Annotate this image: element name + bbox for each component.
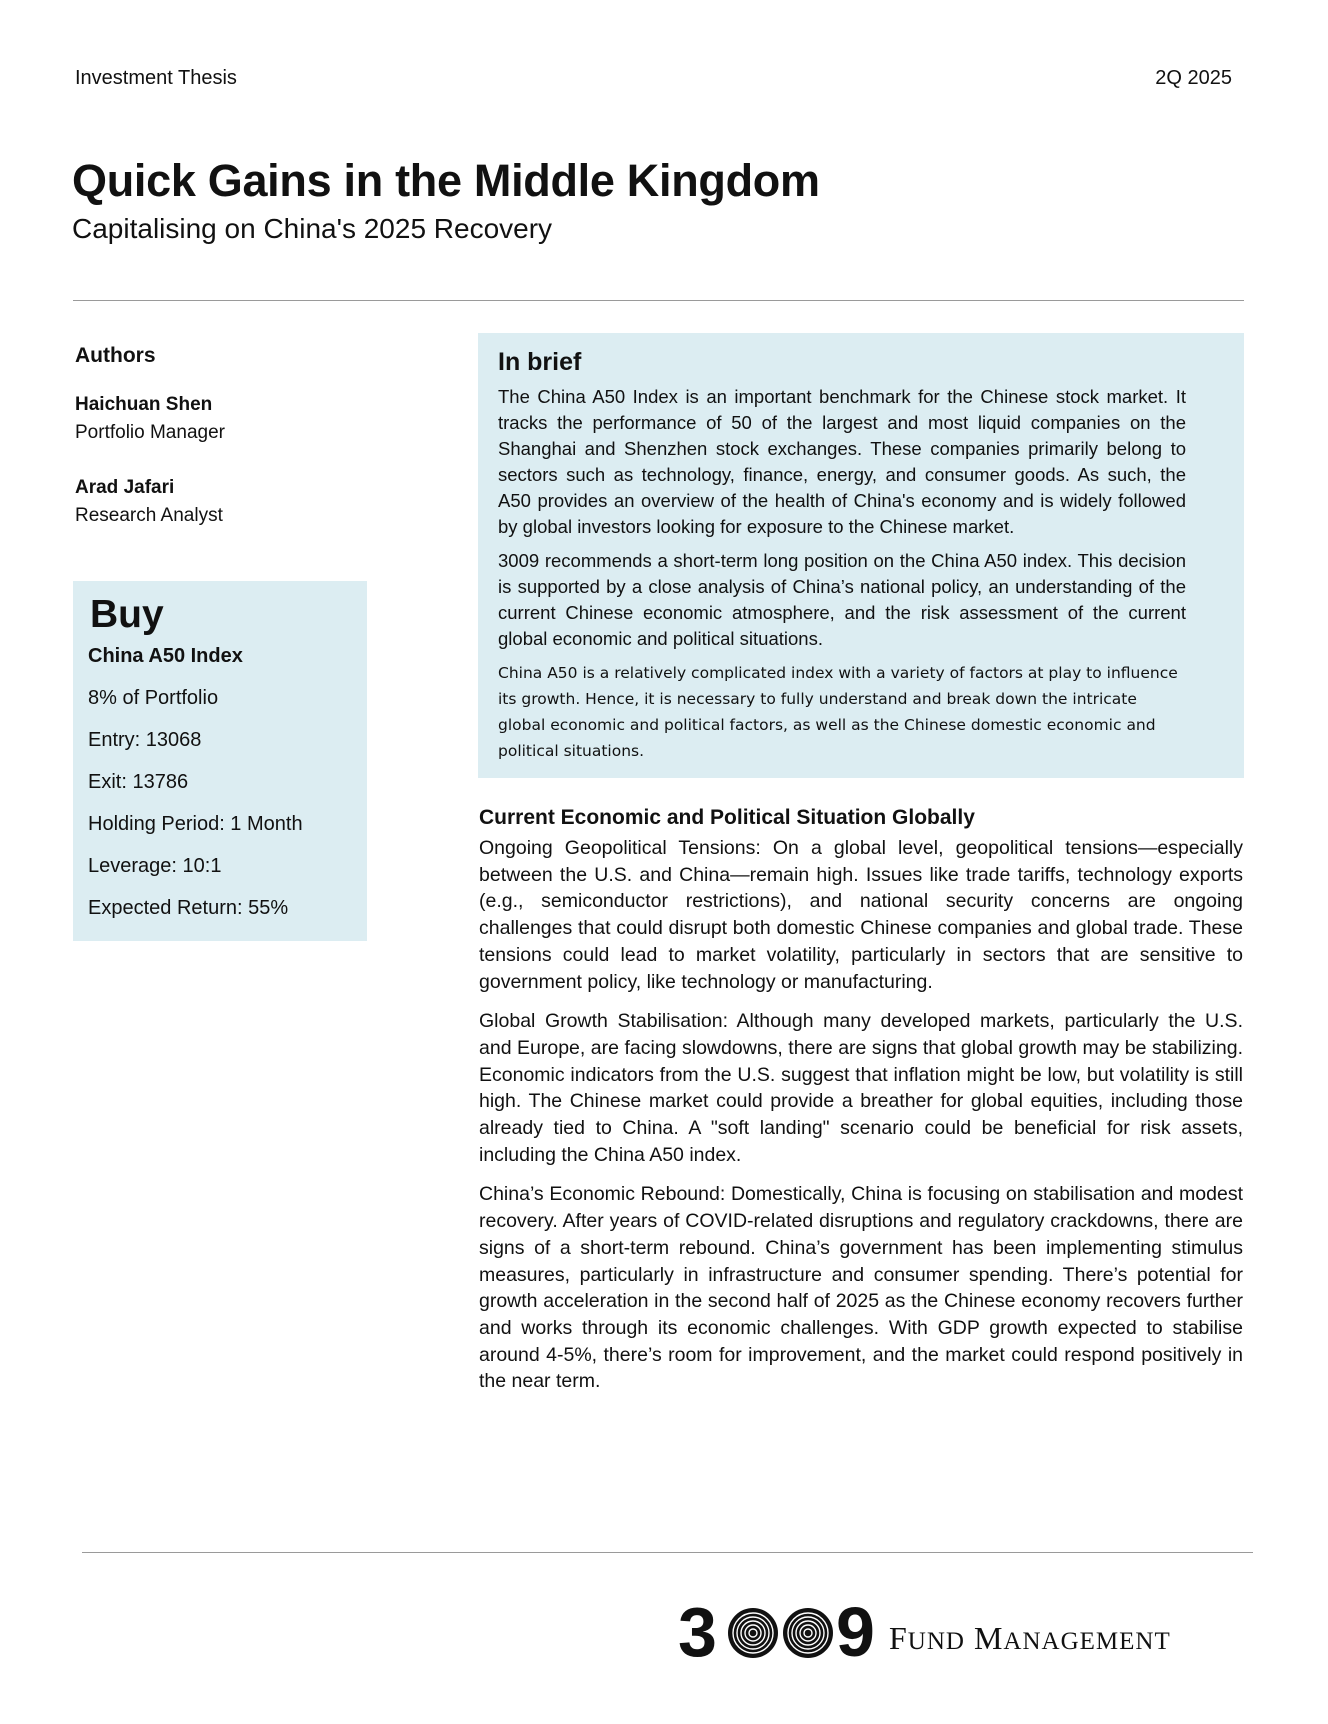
bottom-divider [82,1552,1253,1553]
logo-digit-nine: 9 [836,1593,875,1671]
author-role: Research Analyst [75,505,223,526]
exit-value: Exit: 13786 [88,771,189,793]
logo-ring-icon [781,1606,835,1660]
top-divider [73,300,1244,301]
author-role: Portfolio Manager [75,422,225,443]
section-paragraph: Ongoing Geopolitical Tensions: On a global level, geopolitical tensions—especially between the U.S. and China—remain high. Issues like trade tariffs, technology exports (e.g., semiconductor restrictions), and national security concerns are ongoing challenges that could disrupt both domestic Chinese companies and global trade. These tensions could lead to market volatility, particularly in sectors that are sensitive to government policy, like technology or manufacturing. [479,837,1243,993]
allocation-value: 8% of Portfolio [88,687,219,709]
document-type-label: Investment Thesis [75,67,237,89]
period-label: 2Q 2025 [1155,67,1232,89]
in-brief-paragraph: China A50 is a relatively complicated index with a variety of factors at play to influence its growth. Hence, it is necessary to fully understand and break down the intricate global economic and political factors, as well as the Chinese domestic economic and political situations. [498,664,1178,760]
in-brief-panel [478,333,1244,778]
holding-period-value: Holding Period: 1 Month [88,813,303,835]
section-paragraph: Global Growth Stabilisation: Although many developed markets, particularly the U.S. and Europe, are facing slowdowns, there are signs that global growth may be stabilizing. Economic indicators from the U.S. suggest that inflation might be low, but volatility is still high. The Chinese market could provide a breather for global equities, including those already tied to China. A "soft landing" scenario could be beneficial for risk assets, including the China A50 index. [479,1010,1243,1166]
brand-logo [678,1593,1248,1671]
section-heading: Current Economic and Political Situation Globally [479,806,975,829]
author-name: Haichuan Shen [75,394,213,415]
authors-block [75,344,375,557]
logo-digit-three: 3 [678,1593,715,1671]
in-brief-paragraph: 3009 recommends a short-term long position on the China A50 index. This decision is supported by a close analysis of China’s national policy, an understanding of the current Chinese economic atmosphere, and the risk assessment of the current global economic and political situations. [498,550,1186,649]
global-situation-section [479,803,1243,1408]
rating-label: Buy [90,593,164,636]
leverage-value: Leverage: 10:1 [88,855,222,877]
instrument-name: China A50 Index [88,645,243,667]
recommendation-box [73,581,367,941]
author-name: Arad Jafari [75,477,175,498]
authors-label: Authors [75,344,156,367]
entry-value: Entry: 13068 [88,729,202,751]
in-brief-heading: In brief [498,348,582,376]
page-subtitle: Capitalising on China's 2025 Recovery [72,213,553,244]
in-brief-paragraph: The China A50 Index is an important benchmark for the Chinese stock market. It tracks the performance of 50 of the largest and most liquid companies on the Shanghai and Shenzhen stock exchanges. These companies primarily belong to sectors such as technology, finance, energy, and consumer goods. As such, the A50 provides an overview of the health of China's economy and is widely followed by global investors looking for exposure to the Chinese market. [498,386,1186,537]
logo-wordmark: FUND MANAGEMENT [889,1620,1171,1656]
section-paragraph: China’s Economic Rebound: Domestically, China is focusing on stabilisation and modest recovery. After years of COVID-related disruptions and regulatory crackdowns, there are signs of a short-term rebound. China’s government has been implementing stimulus measures, particularly in infrastructure and consumer spending. There’s potential for growth acceleration in the second half of 2025 as the Chinese economy recovers further and works through its economic challenges. With GDP growth expected to stabilise around 4-5%, there’s room for improvement, and the market could respond positively in the near term. [479,1183,1243,1393]
logo-ring-icon [726,1606,780,1660]
page-title: Quick Gains in the Middle Kingdom [72,155,820,206]
expected-return-value: Expected Return: 55% [88,897,289,919]
